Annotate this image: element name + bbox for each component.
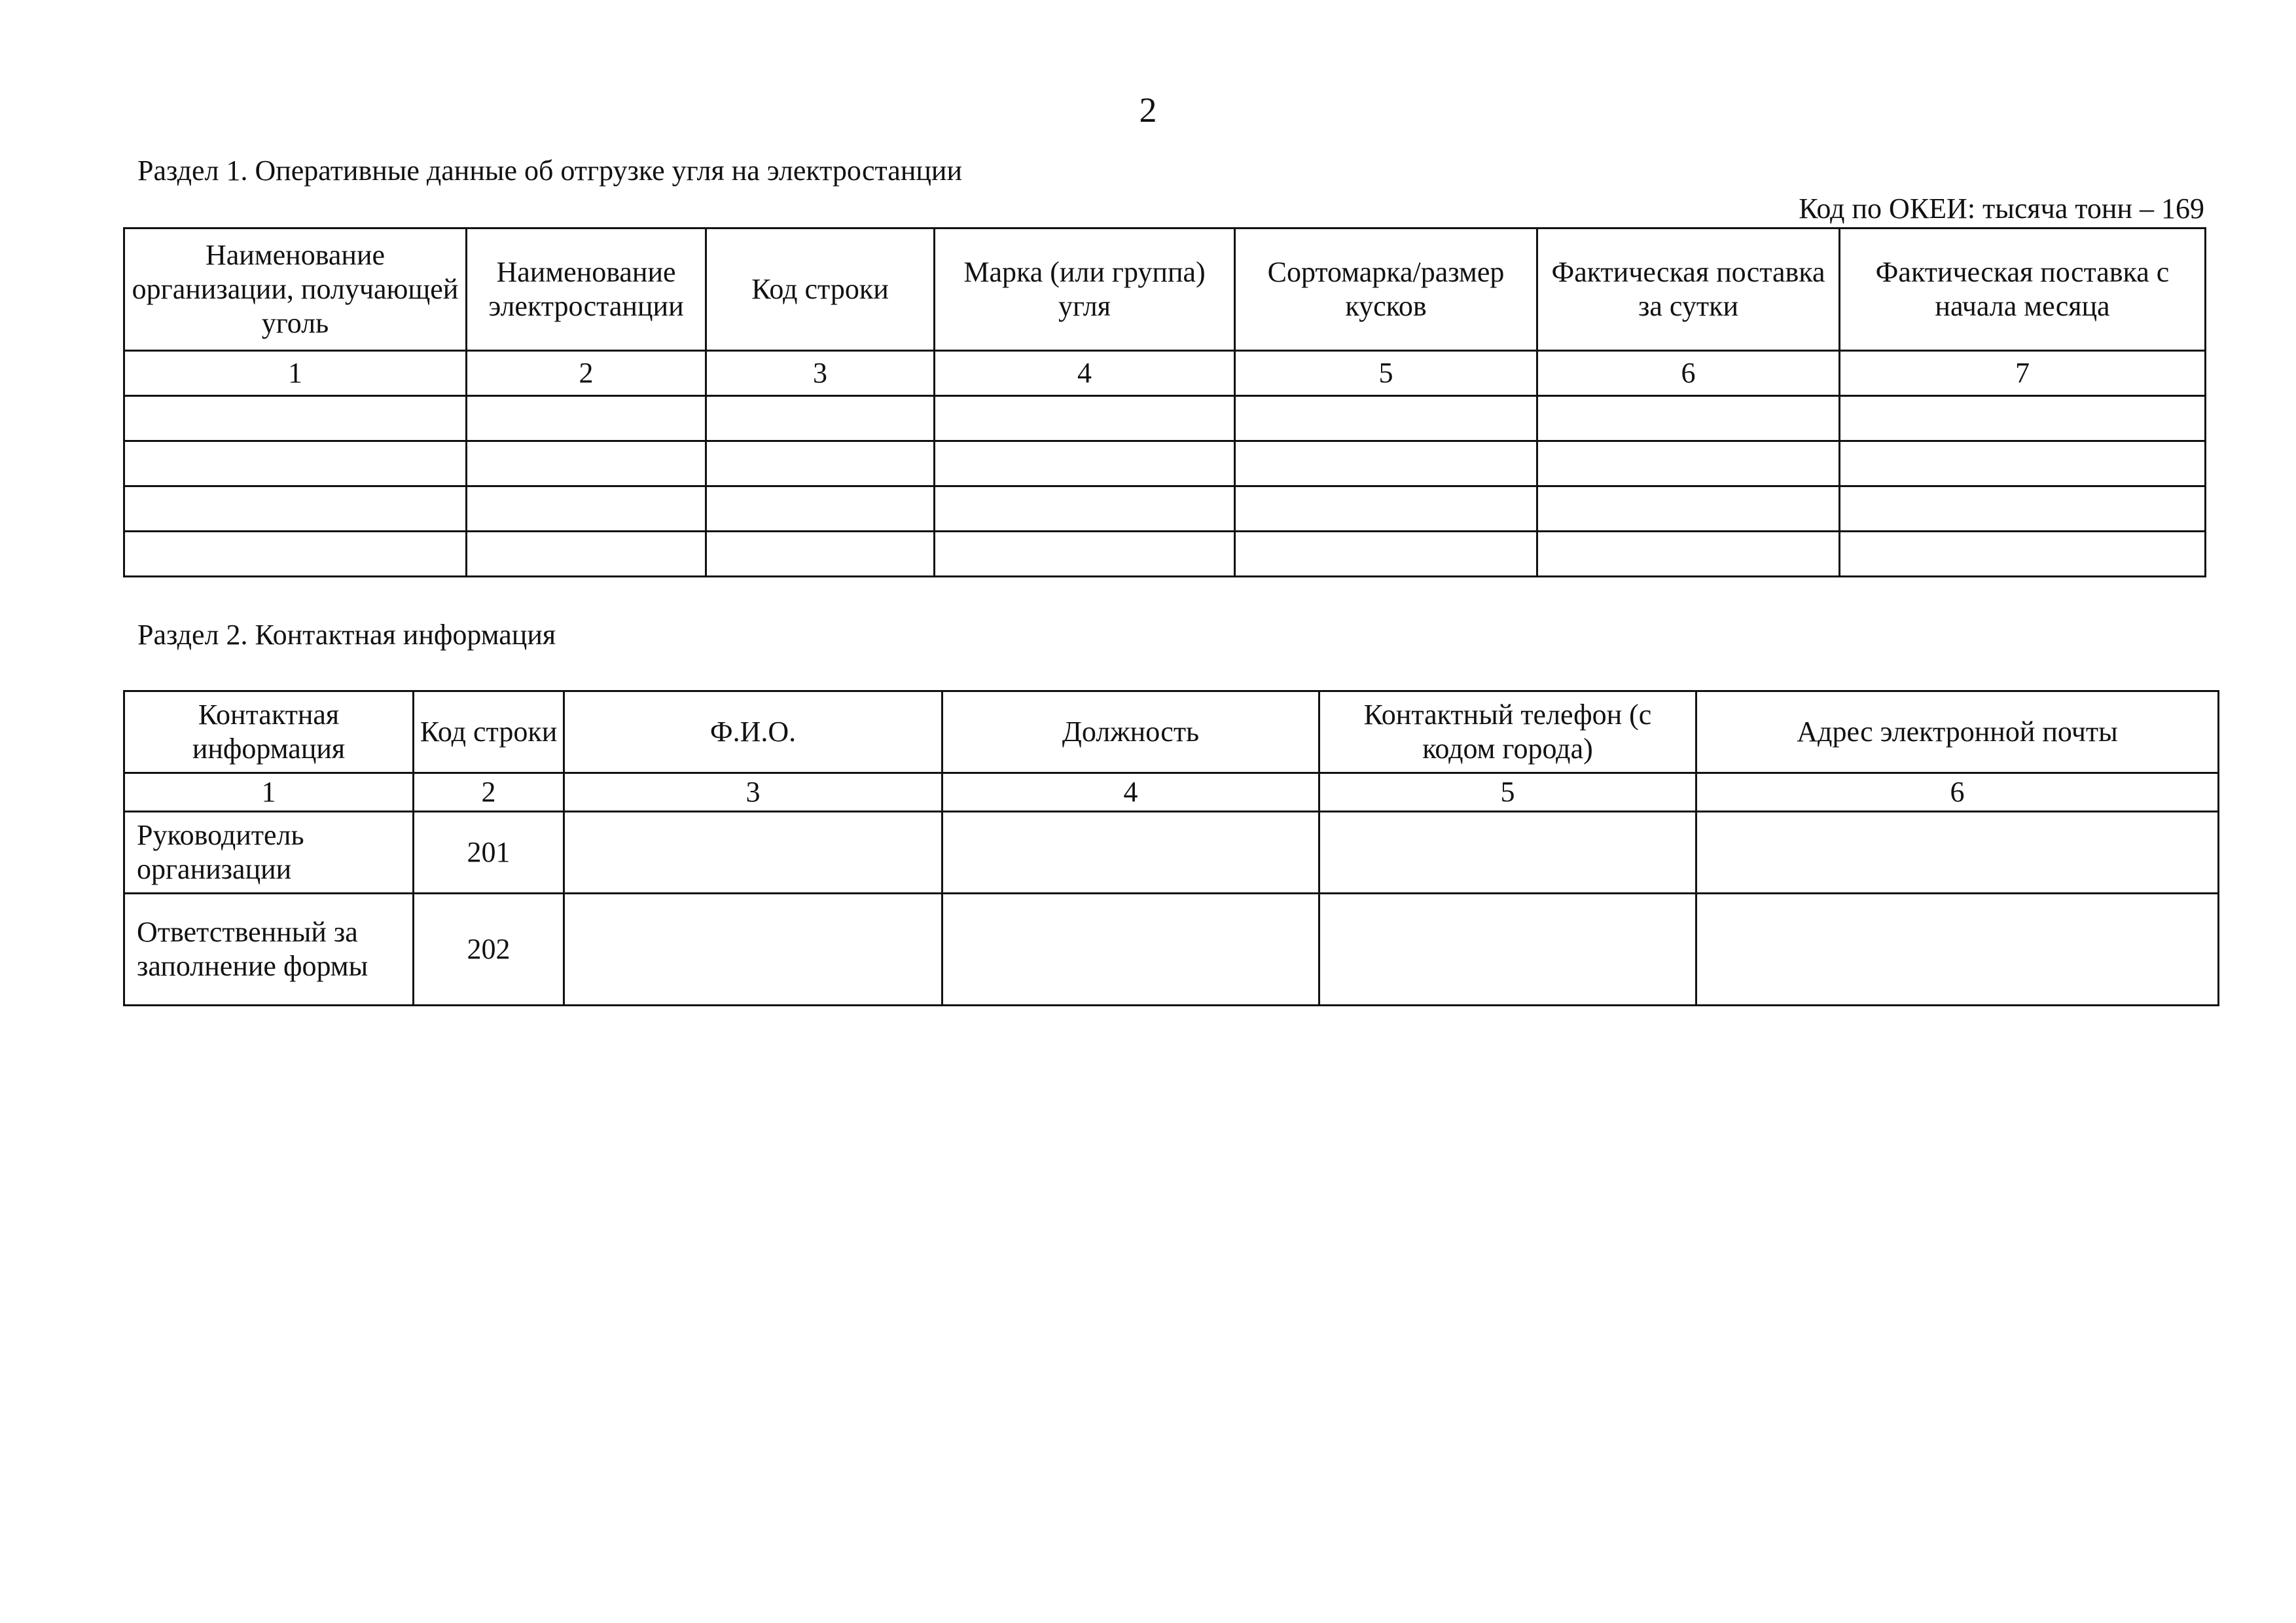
table-row — [124, 486, 2206, 532]
table-row — [124, 812, 2219, 894]
column-header: Марка (или группа) угля — [935, 228, 1235, 351]
table-row — [124, 441, 2206, 486]
table-row — [124, 532, 2206, 577]
table-cell[interactable] — [467, 486, 706, 532]
column-number: 7 — [1840, 351, 2206, 396]
column-number: 4 — [942, 773, 1319, 812]
table-cell[interactable] — [935, 396, 1235, 441]
table-cell[interactable] — [935, 441, 1235, 486]
section2-title: Раздел 2. Контактная информация — [137, 619, 556, 651]
column-number: 6 — [1696, 773, 2219, 812]
column-header: Наименование электростанции — [467, 228, 706, 351]
table-cell[interactable] — [467, 396, 706, 441]
column-header: Фактическая поставка с начала месяца — [1840, 228, 2206, 351]
table-cell[interactable] — [706, 532, 935, 577]
column-header: Сортомарка/размер кусков — [1235, 228, 1537, 351]
table-cell[interactable] — [706, 486, 935, 532]
table-cell[interactable] — [1235, 486, 1537, 532]
column-header: Код строки — [414, 691, 564, 773]
column-number: 6 — [1537, 351, 1840, 396]
table-header-row — [124, 228, 2206, 351]
table-cell[interactable] — [706, 441, 935, 486]
table-cell[interactable] — [467, 532, 706, 577]
table-cell[interactable] — [1319, 894, 1696, 1006]
unit-label: Код по ОКЕИ: тысяча тонн – 169 — [1799, 192, 2204, 225]
row-code: 202 — [414, 894, 564, 1006]
table-cell[interactable] — [1537, 532, 1840, 577]
contact-table — [123, 690, 2219, 1006]
column-header: Фактическая поставка за сутки — [1537, 228, 1840, 351]
table-header-row — [124, 691, 2219, 773]
table-cell[interactable] — [1840, 441, 2206, 486]
table-cell[interactable] — [1235, 396, 1537, 441]
column-header: Ф.И.О. — [564, 691, 942, 773]
column-header: Должность — [942, 691, 1319, 773]
table-cell[interactable] — [1537, 441, 1840, 486]
column-header: Адрес электронной почты — [1696, 691, 2219, 773]
column-header: Наименование организации, получающей уголь — [124, 228, 467, 351]
column-number: 1 — [124, 773, 414, 812]
column-header: Контактная информация — [124, 691, 414, 773]
table-cell[interactable] — [942, 812, 1319, 894]
table-cell[interactable] — [1840, 486, 2206, 532]
table-cell[interactable] — [1235, 441, 1537, 486]
table-cell[interactable] — [1840, 396, 2206, 441]
column-number: 2 — [414, 773, 564, 812]
column-header: Код строки — [706, 228, 935, 351]
shipment-table — [123, 227, 2206, 577]
page-number: 2 — [1139, 90, 1157, 130]
table-cell[interactable] — [1696, 812, 2219, 894]
column-number: 5 — [1319, 773, 1696, 812]
table-cell[interactable] — [564, 812, 942, 894]
table-cell[interactable] — [467, 441, 706, 486]
column-number: 5 — [1235, 351, 1537, 396]
table-cell[interactable] — [124, 532, 467, 577]
table-cell[interactable] — [124, 441, 467, 486]
table-cell[interactable] — [124, 396, 467, 441]
table-cell[interactable] — [942, 894, 1319, 1006]
row-code: 201 — [414, 812, 564, 894]
table-cell[interactable] — [706, 396, 935, 441]
column-number: 3 — [564, 773, 942, 812]
table-cell[interactable] — [1235, 532, 1537, 577]
column-number: 1 — [124, 351, 467, 396]
table-row — [124, 396, 2206, 441]
table-cell[interactable] — [1840, 532, 2206, 577]
table-cell[interactable] — [1537, 396, 1840, 441]
table-cell[interactable] — [564, 894, 942, 1006]
column-number-row — [124, 351, 2206, 396]
column-number: 4 — [935, 351, 1235, 396]
table-cell[interactable] — [935, 532, 1235, 577]
column-number-row — [124, 773, 2219, 812]
column-number: 2 — [467, 351, 706, 396]
row-label: Руководитель организации — [124, 812, 414, 894]
column-number: 3 — [706, 351, 935, 396]
row-label: Ответственный за заполнение формы — [124, 894, 414, 1006]
column-header: Контактный телефон (с кодом города) — [1319, 691, 1696, 773]
table-cell[interactable] — [935, 486, 1235, 532]
table-cell[interactable] — [124, 486, 467, 532]
table-cell[interactable] — [1696, 894, 2219, 1006]
table-row — [124, 894, 2219, 1006]
table-cell[interactable] — [1319, 812, 1696, 894]
section1-title: Раздел 1. Оперативные данные об отгрузке угля на электростанции — [137, 155, 963, 187]
table-cell[interactable] — [1537, 486, 1840, 532]
